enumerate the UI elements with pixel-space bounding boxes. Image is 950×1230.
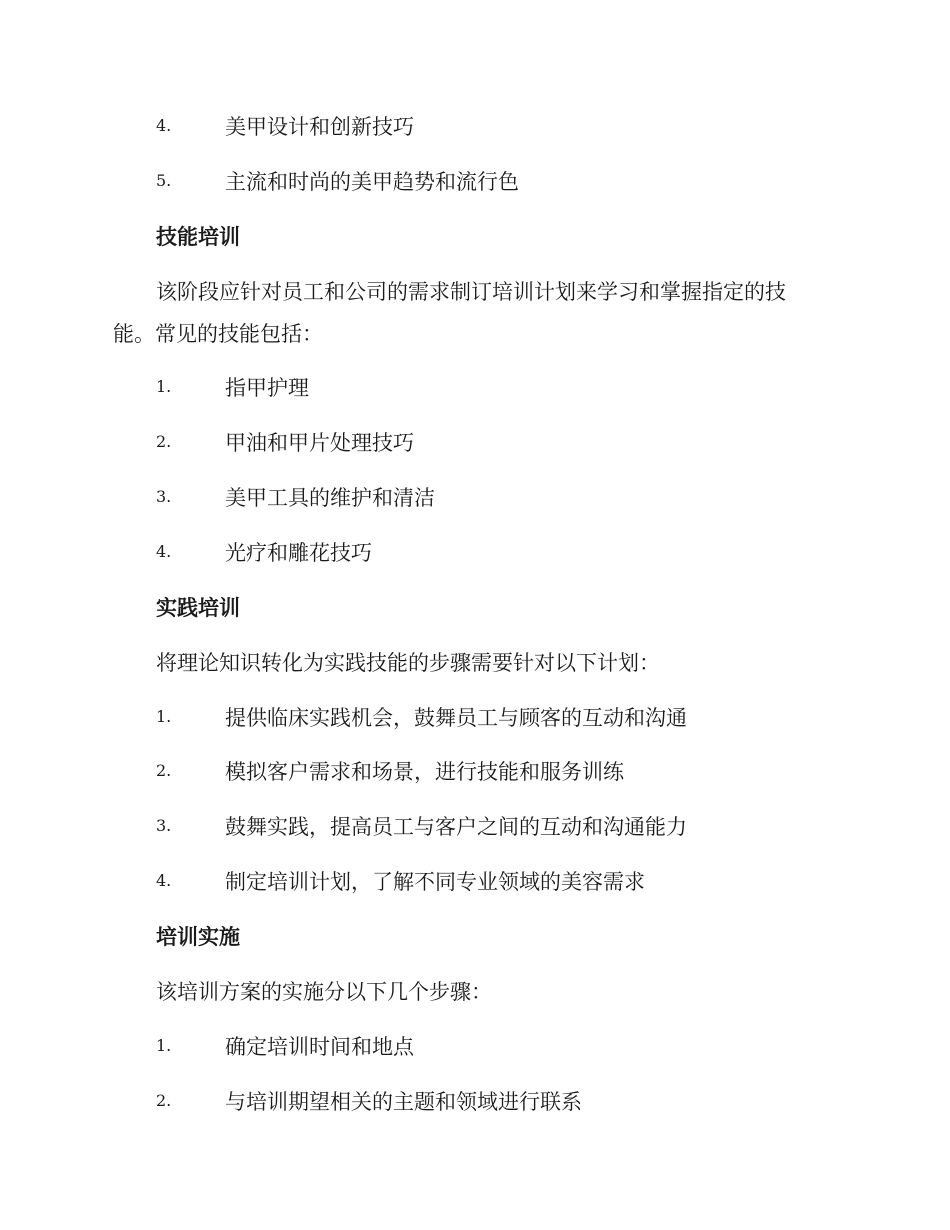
list-item (0, 812, 950, 842)
list-text: 主流和时尚的美甲趋势和流行色 (225, 170, 519, 194)
list-item (0, 1032, 950, 1062)
list-number: 3. (156, 487, 172, 506)
list-number: 5. (156, 171, 172, 190)
list-item (0, 167, 950, 197)
list-item (0, 1087, 950, 1117)
list-number: 4. (156, 542, 172, 561)
section-intro-skill: 该阶段应针对员工和公司的需求制订培训计划来学习和掌握指定的技能。常见的技能包括： (113, 280, 786, 346)
list-text: 模拟客户需求和场景，进行技能和服务训练 (225, 760, 624, 784)
list-text: 指甲护理 (225, 376, 309, 400)
list-item (0, 483, 950, 513)
list-text: 鼓舞实践，提高员工与客户之间的互动和沟通能力 (225, 815, 687, 839)
list-number: 3. (156, 816, 172, 835)
list-item (0, 373, 950, 403)
list-text: 提供临床实践机会，鼓舞员工与顾客的互动和沟通 (225, 706, 687, 730)
section-heading-impl: 培训实施 (156, 924, 240, 949)
list-number: 2. (156, 432, 172, 451)
list-text: 甲油和甲片处理技巧 (225, 431, 414, 455)
list-number: 1. (156, 1036, 172, 1055)
list-number: 1. (156, 707, 172, 726)
section-heading-skill: 技能培训 (156, 224, 240, 249)
list-text: 光疗和雕花技巧 (225, 541, 372, 565)
list-item (0, 867, 950, 897)
list-item (0, 703, 950, 733)
section-intro-practice: 将理论知识转化为实践技能的步骤需要针对以下计划： (156, 651, 660, 675)
list-text: 美甲设计和创新技巧 (225, 115, 414, 139)
list-number: 2. (156, 761, 172, 780)
list-number: 4. (156, 116, 172, 135)
list-number: 4. (156, 871, 172, 890)
list-number: 2. (156, 1091, 172, 1110)
section-heading-practice: 实践培训 (156, 595, 240, 620)
list-text: 美甲工具的维护和清洁 (225, 486, 435, 510)
list-text: 制定培训计划，了解不同专业领域的美容需求 (225, 870, 645, 894)
list-item (0, 538, 950, 568)
list-number: 1. (156, 377, 172, 396)
list-item (0, 428, 950, 458)
list-text: 确定培训时间和地点 (225, 1035, 414, 1059)
list-item (0, 112, 950, 142)
list-item (0, 757, 950, 787)
section-intro-impl: 该培训方案的实施分以下几个步骤： (156, 980, 492, 1004)
list-text: 与培训期望相关的主题和领域进行联系 (225, 1090, 582, 1114)
